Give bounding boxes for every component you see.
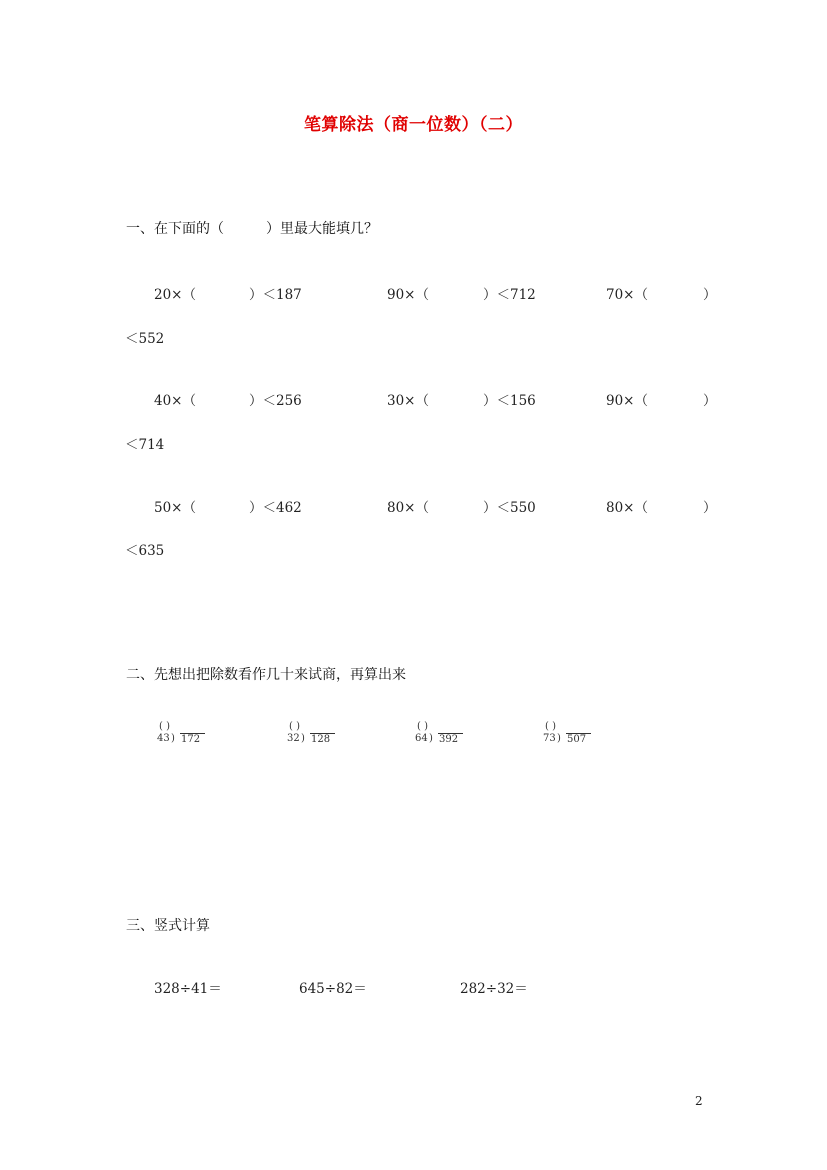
long-division-problem: [415, 721, 475, 749]
divisor: 43: [157, 733, 170, 744]
dividend: 172: [181, 734, 201, 745]
comparison-item-1-3-left: 70×（: [606, 287, 648, 303]
quotient-blank: ( ): [159, 721, 170, 732]
long-division-problem: [287, 721, 347, 749]
comparison-item-2-2-right: ）＜156: [483, 393, 536, 409]
section-3-heading: 三、竖式计算: [126, 918, 210, 934]
comparison-item-3-1-left: 50×（: [154, 500, 196, 516]
comparison-item-1-3-wrap: ＜552: [125, 331, 165, 347]
comparison-item-3-2-left: 80×（: [387, 500, 429, 516]
long-division-problem: [543, 721, 603, 749]
vertical-calc-problem-1: 328÷41＝: [154, 981, 222, 997]
division-bracket: ): [301, 733, 305, 744]
comparison-item-1-2-left: 90×（: [387, 287, 429, 303]
dividend: 507: [567, 734, 587, 745]
comparison-item-1-3-right: ）: [703, 287, 717, 303]
comparison-item-1-2-right: ）＜712: [483, 287, 536, 303]
vertical-calc-problem-3: 282÷32＝: [460, 981, 528, 997]
division-bracket: ): [429, 733, 433, 744]
division-bracket: ): [171, 733, 175, 744]
comparison-item-3-1-right: ）＜462: [249, 500, 302, 516]
dividend: 128: [311, 734, 331, 745]
section-2-heading: 二、先想出把除数看作几十来试商，再算出来: [126, 667, 406, 683]
comparison-item-2-2-left: 30×（: [387, 393, 429, 409]
quotient-blank: ( ): [545, 721, 556, 732]
comparison-item-2-1-left: 40×（: [154, 393, 196, 409]
long-division-problem: [157, 721, 217, 749]
comparison-item-2-3-left: 90×（: [606, 393, 648, 409]
comparison-item-3-3-right: ）: [703, 500, 717, 516]
section-1-heading: 一、在下面的（ ）里最大能填几？: [126, 221, 378, 237]
page-number: 2: [695, 1094, 703, 1108]
divisor: 32: [287, 733, 300, 744]
vertical-calc-problem-2: 645÷82＝: [299, 981, 367, 997]
comparison-item-2-1-right: ）＜256: [249, 393, 302, 409]
comparison-item-3-3-left: 80×（: [606, 500, 648, 516]
quotient-blank: ( ): [289, 721, 300, 732]
divisor: 73: [543, 733, 556, 744]
comparison-item-1-1-left: 20×（: [154, 287, 196, 303]
comparison-item-3-2-right: ）＜550: [483, 500, 536, 516]
divisor: 64: [415, 733, 428, 744]
comparison-item-2-3-wrap: ＜714: [125, 437, 165, 453]
comparison-item-2-3-right: ）: [703, 393, 717, 409]
comparison-item-1-1-right: ）＜187: [249, 287, 302, 303]
quotient-blank: ( ): [417, 721, 428, 732]
page-title: 笔算除法（商一位数）（二）: [304, 115, 523, 135]
comparison-item-3-3-wrap: ＜635: [125, 543, 165, 559]
dividend: 392: [439, 734, 459, 745]
division-bracket: ): [557, 733, 561, 744]
